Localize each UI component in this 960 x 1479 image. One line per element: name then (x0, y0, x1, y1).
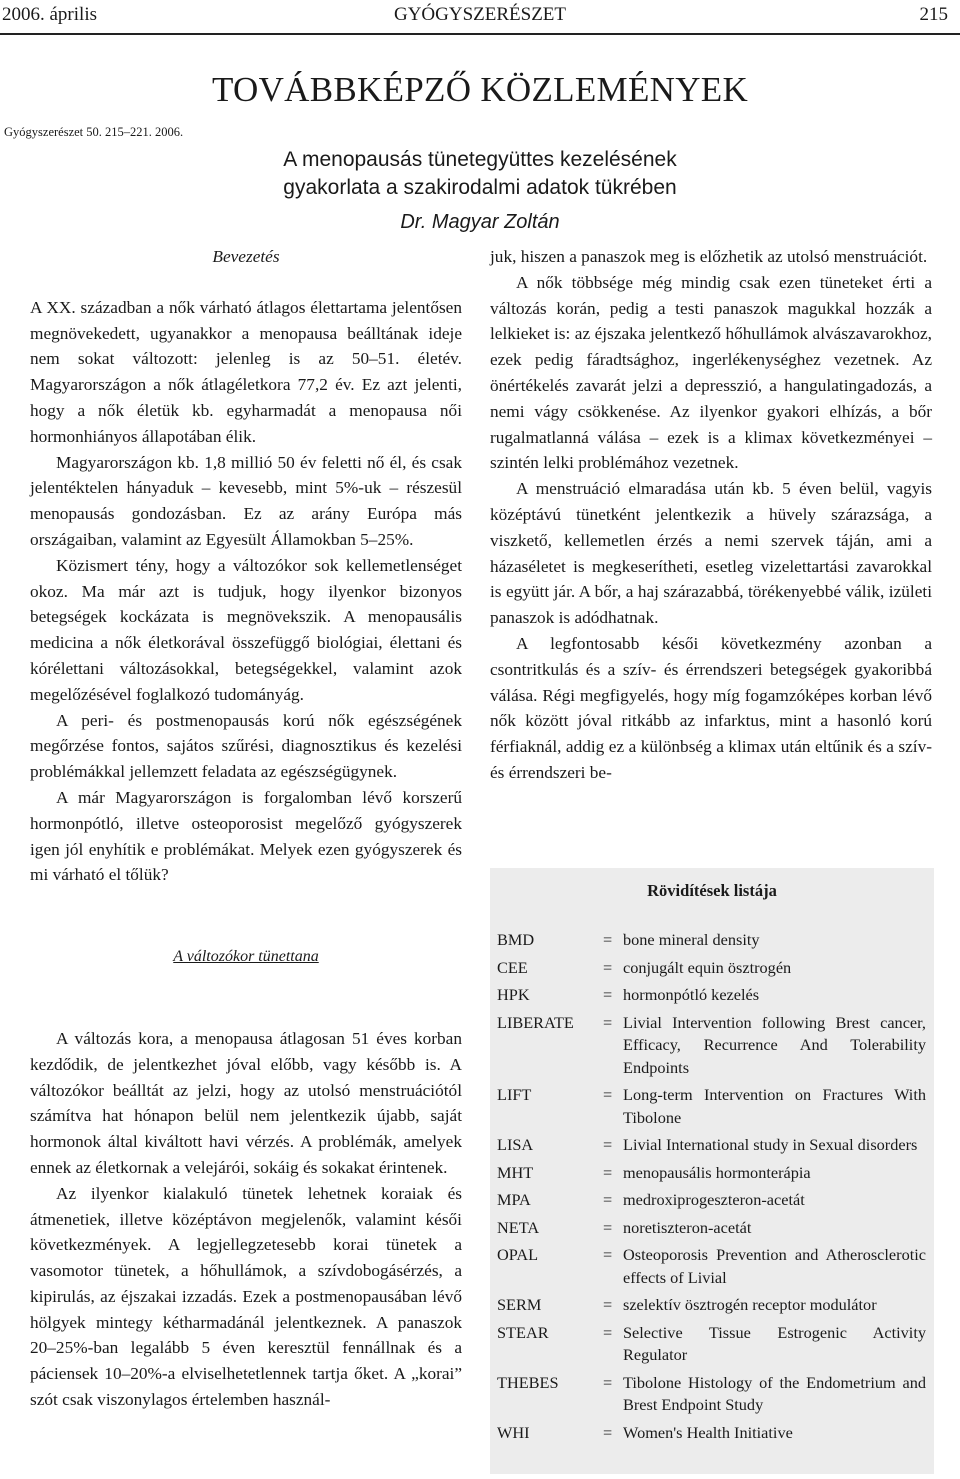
abbreviation-row (490, 1372, 934, 1417)
equals-sign: = (603, 1190, 613, 1209)
running-header (0, 4, 960, 30)
paragraph: A nők többsége még mindig csak ezen tüneteket érti a változás korán, pedig a testi panaszok magukkal hozzák a lelkieket is: az éjszaka jelentkező hőhullámok alvászavarokhoz, ezek pedig fáradtsághoz, ingerlékenységhez vezetnek. Az önértékelés zavarát jelzi a depresszió, a hangulatingadozás, a nemi vágy csökkenése. Az ilyenkor gyakori elhízás, a bőr rugalmatlanná válása – ezek is a klimax következményei – szintén lelki problémához vezetnek. (490, 272, 932, 473)
paragraph: Az ilyenkor kialakuló tünetek lehetnek koraiak és átmenetiek, illetve középtávon megjelenők, valamint késői következmények. A legjellegzetesebb korai tünetek a vasomotor tünetek, a hőhullámok, a szívdobogásérzés, a kipirulás, az éjszakai izzadás. Ezek a postmenopausában lévő hölgyek mintegy kétharmadánál jelentkeznek. A panaszok 20–25%-ban legalább 5 éven keresztül fennállnak és a páciensek 10–20%-a elviselhetetlennek tartja őket. A „korai” szót csak viszonylagos értelemben használ- (30, 1183, 462, 1410)
equals-sign: = (603, 1295, 613, 1314)
abbreviations-title: Rövidítések listája (647, 881, 777, 900)
article-title-line: A menopausás tünetegyüttes kezelésének (283, 148, 677, 171)
abbreviation-term: NETA (497, 1217, 540, 1237)
abbreviation-definition: Livial Intervention following Brest cancer, Efficacy, Recurrence And Tolerability Endpoints (623, 1012, 926, 1077)
equals-sign: = (603, 1162, 613, 1182)
abbreviation-term: OPAL (497, 1245, 539, 1264)
equals-sign: = (603, 1085, 613, 1104)
equals-sign: = (603, 1012, 613, 1032)
abbreviation-term: HPK (497, 985, 530, 1004)
equals-sign: = (603, 1217, 613, 1237)
abbreviation-row (490, 1162, 934, 1185)
equals-sign: = (603, 1135, 613, 1154)
abbreviation-row (490, 1012, 934, 1080)
abbreviation-row (490, 1322, 934, 1367)
equals-sign: = (603, 930, 613, 949)
abbreviations-box (490, 868, 934, 1474)
left-column (30, 244, 462, 1413)
abbreviation-row (490, 1134, 934, 1157)
abbreviation-definition: Long-term Intervention on Fractures With Tibolone (623, 1085, 926, 1127)
abbreviations-list (490, 929, 934, 1444)
paragraph: A legfontosabb késői következmény azonban a csontritkulás és a szív- és érrendszeri betegségek gyakoribbá válása. Régi megfigyelés, hogy míg fogamzóképes korban lévő nők között jóval ritkább az infarktus, mint a hasonló korú férfiaknál, addig ez a különbség a klimax után eltűnik és a szív- és érrendszeri be- (490, 633, 932, 782)
equals-sign: = (603, 1422, 613, 1442)
equals-sign: = (603, 1372, 613, 1392)
paragraph: juk, hiszen a panaszok meg is előzhetik az utolsó menstruációt. (490, 247, 928, 266)
article-title (240, 146, 720, 202)
paragraph: A XX. században a nők várható átlagos élettartama jelentősen megnövekedett, ugyanakkor a menopausa beálltának ideje nem sokat változott: jelenleg is az 50–51. életév. Magyarországon a nők átlagéletkora 77,2 év. Ez azt jelenti, hogy a nők életük kb. egyharmadát a menopausa női hormonhiányos állapotában élik. (30, 297, 462, 446)
abbreviation-term: WHI (497, 1422, 530, 1442)
abbreviation-term: STEAR (497, 1322, 549, 1342)
equals-sign: = (603, 1245, 613, 1264)
citation: Gyógyszerészet 50. 215–221. 2006. (4, 125, 184, 139)
paragraph: Közismert tény, hogy a változókor sok kellemetlenséget okoz. Ma már azt is tudjuk, hogy ilyenkor bizonyos betegségek kockázata is megnövekszik. A menopausális medicina a nők életkorával összefüggő biológiai, élettani és kórélettani változásokkal, betegségekkel, valamint azok megelőzésével foglalkozó tudományág. (30, 555, 462, 704)
paragraph: A peri- és postmenopausás korú nők egészségének megőrzése fontos, sajátos szűrési, diagnosztikus és kezelési problémákkal jellemzett feladata az egészségügynek. (30, 710, 462, 782)
abbreviation-row (490, 1244, 934, 1289)
abbreviation-term: MPA (497, 1190, 531, 1209)
issue-date: 2006. április (2, 4, 97, 25)
equals-sign: = (603, 985, 613, 1004)
abbreviation-row (490, 929, 934, 952)
abbreviation-row (490, 984, 934, 1007)
equals-sign: = (603, 1322, 613, 1342)
author: Dr. Magyar Zoltán (400, 211, 560, 233)
abbreviation-definition: bone mineral density (623, 930, 760, 949)
paragraph: A már Magyarországon is forgalomban lévő korszerű hormonpótló, illetve osteoporosist megelőző gyógyszerek igen jól enyhítik e problémákat. Melyek ezen gyógyszerek és mi várható el tőlük? (30, 787, 462, 885)
abbreviation-term: BMD (497, 930, 535, 949)
abbreviation-definition: noretiszteron-acetát (623, 1217, 752, 1237)
abbreviation-row (490, 1189, 934, 1212)
abbreviation-row (490, 957, 934, 980)
abbreviation-definition: szelektív ösztrogén receptor modulátor (623, 1295, 877, 1314)
section-heading-intro: Bevezetés (212, 247, 280, 266)
abbreviation-definition: Osteoporosis Prevention and Atherosclerotic effects of Livial (623, 1245, 926, 1287)
abbreviation-term: SERM (497, 1295, 542, 1314)
abbreviation-row (490, 1294, 934, 1317)
abbreviation-definition: medroxiprogeszteron-acetát (623, 1190, 805, 1209)
abbreviation-term: LISA (497, 1135, 534, 1154)
abbreviation-term: LIBERATE (497, 1012, 574, 1032)
abbreviation-definition: Livial International study in Sexual disorders (623, 1135, 918, 1154)
abbreviation-term: CEE (497, 957, 528, 977)
abbreviation-row (490, 1217, 934, 1240)
abbreviation-definition: Tibolone Histology of the Endometrium and Brest Endpoint Study (623, 1372, 926, 1414)
abbreviation-definition: Selective Tissue Estrogenic Activity Regulator (623, 1322, 926, 1364)
paragraph: Magyarországon kb. 1,8 millió 50 év feletti nő él, és csak jelentéktelen hányaduk – kevesebb, mint 5%-uk – részesül menopausás gondozásban. Ez az arány Európa más országaiban, valamint az Egyesült Államokban 5–25%. (30, 452, 462, 549)
header-rule (0, 33, 960, 35)
article-title-line: gyakorlata a szakirodalmi adatok tükrében (283, 176, 677, 199)
abbreviation-term: MHT (497, 1162, 534, 1182)
abbreviation-definition: conjugált equin ösztrogén (623, 957, 792, 977)
paragraph: A változás kora, a menopausa átlagosan 51 éves korban kezdődik, de jelentkezhet jóval előbb, vagy később is. A változókor beálltát az jelzi, hogy az utolsó menstruációtól számítva hat hónapon belül nem jelentkezik újabb, saját hormonok által kiváltott havi vérzés. A problémák, amelyek ennek az életkornak a velejárói, sokáig és sokakat érintenek. (30, 1028, 462, 1177)
equals-sign: = (603, 957, 613, 977)
abbreviation-definition: hormonpótló kezelés (623, 985, 760, 1004)
right-column (490, 244, 932, 786)
abbreviation-definition: Women's Health Initiative (623, 1422, 793, 1442)
journal-name: GYÓGYSZERÉSZET (393, 4, 567, 25)
section-title: TOVÁBBKÉPZŐ KÖZLEMÉNYEK (211, 70, 749, 109)
abbreviation-row (490, 1422, 934, 1445)
page-number: 215 (919, 4, 948, 25)
paragraph: A menstruáció elmaradása után kb. 5 éven belül, vagyis középtávú tünetként jelentkezik a hüvely szárazsága, a viszkető, kellemetlen érzés a nemi szervek táján, ami a házaséletet is megkeserítheti, esetleg vizelettartási zavarokkal is együtt jár. A bőr, a haj szárazabbá, törékenyebbé válik, izületi panaszok is adódhatnak. (490, 479, 932, 628)
abbreviation-row (490, 1084, 934, 1129)
abbreviation-term: LIFT (497, 1085, 532, 1104)
section-heading-symptoms: A változókor tünettana (173, 948, 319, 966)
abbreviation-term: THEBES (497, 1372, 559, 1392)
abbreviation-definition: menopausális hormonterápia (623, 1162, 811, 1182)
